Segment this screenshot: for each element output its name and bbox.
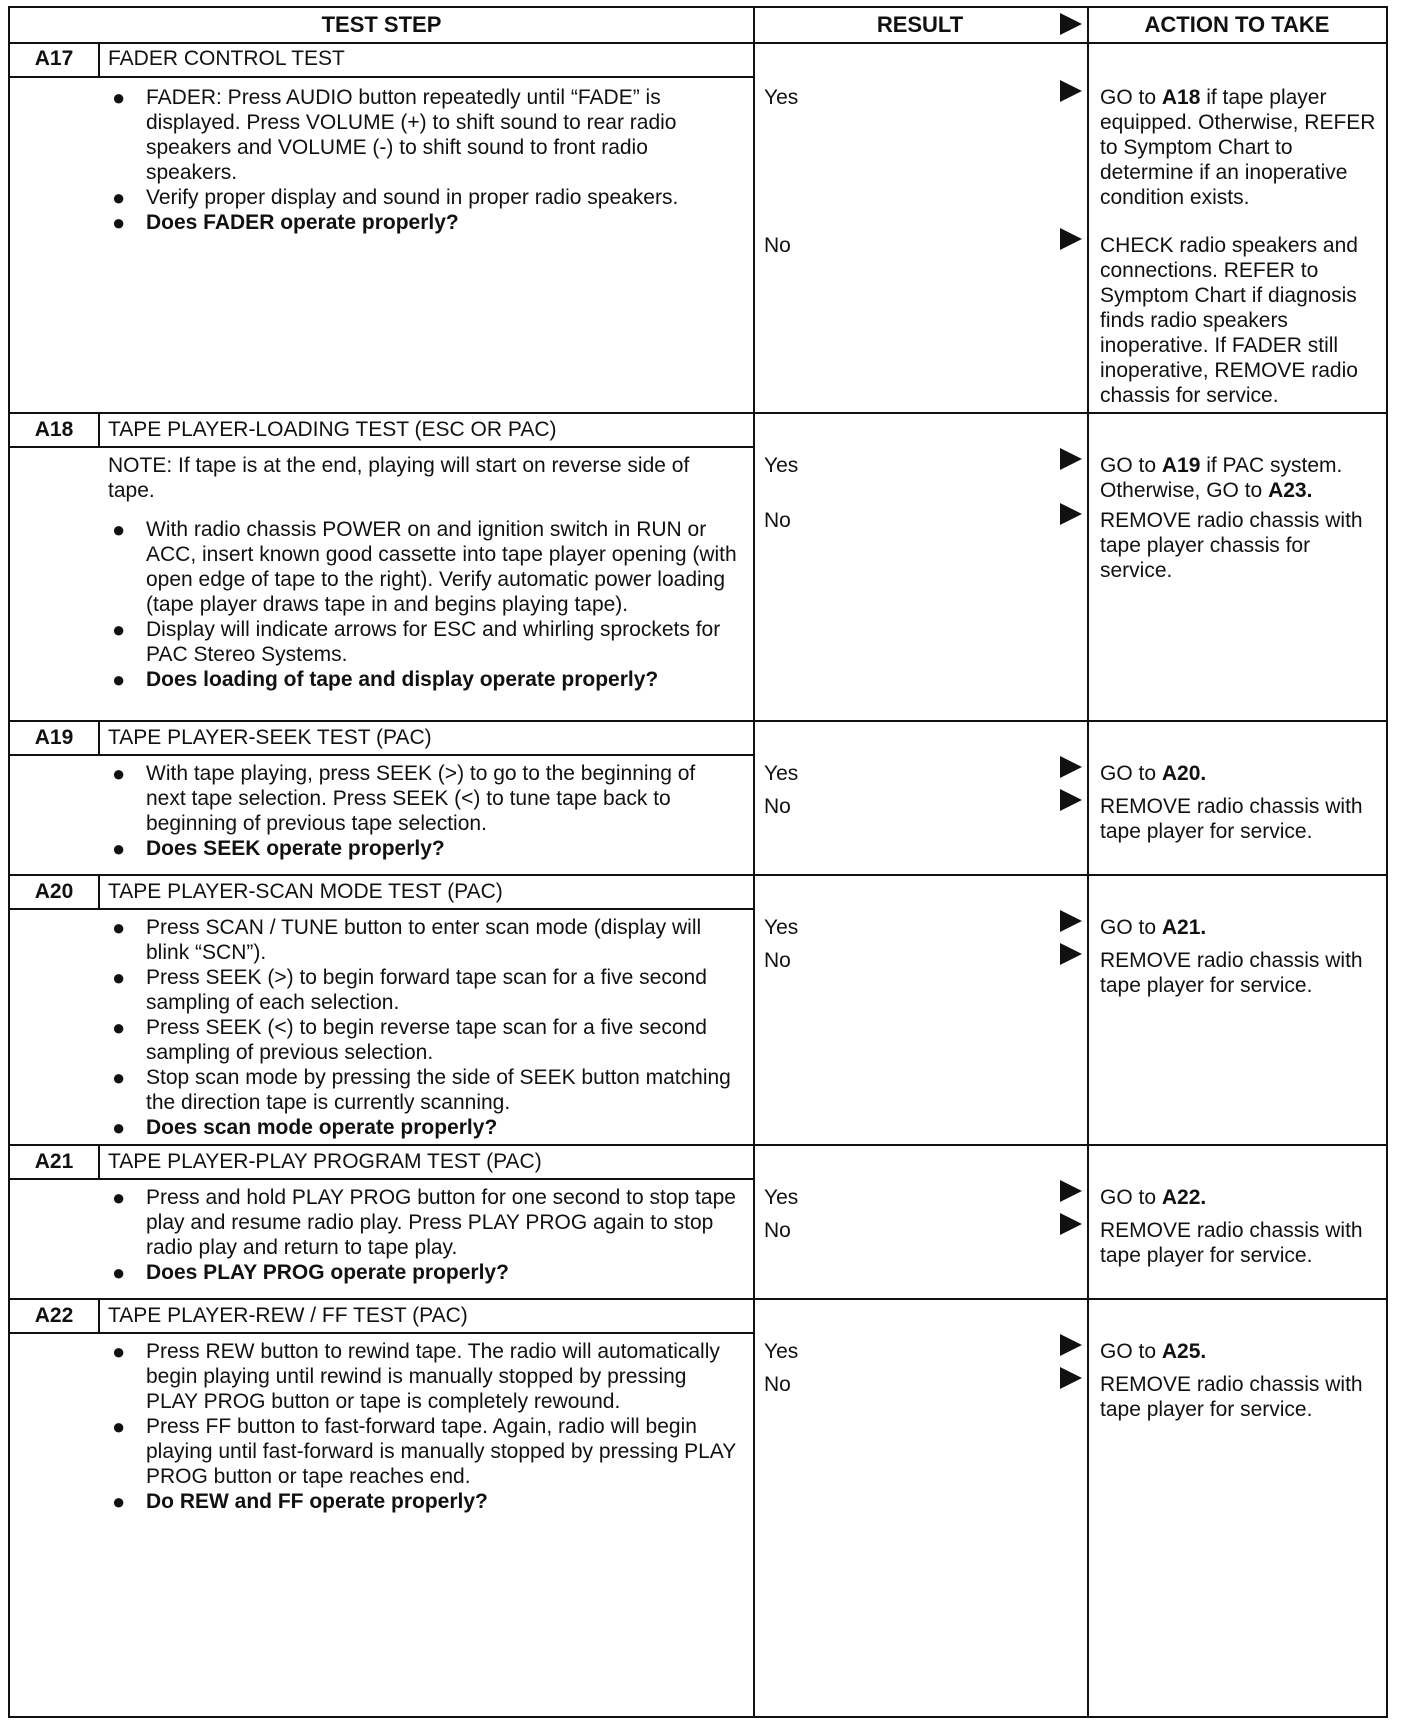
result-no: No: [764, 1219, 791, 1242]
test-step-table: [8, 6, 1388, 1718]
result-no: No: [764, 509, 791, 532]
result-yes: Yes: [764, 454, 799, 477]
step-title: TAPE PLAYER-SEEK TEST (PAC): [108, 726, 432, 749]
step-note: NOTE: If tape is at the end, playing will start on reverse side of tape.: [108, 454, 690, 502]
list-item: ● Press and hold PLAY PROG button for one second to stop tape play and resume radio play. Press PLAY PROG again to stop radio play and return to tape play.: [112, 1185, 736, 1259]
list-item: ● Press REW button to rewind tape. The radio will automatically begin playing until rewind is manually stopped by pressing PLAY PROG button or tape is completely rewound.: [112, 1339, 720, 1413]
header-action: ACTION TO TAKE: [1144, 12, 1330, 37]
bullet-icon: ●: [112, 1339, 126, 1364]
step-id: A17: [34, 47, 74, 70]
bullet-icon: ●: [112, 1414, 126, 1439]
bullet-icon: ●: [112, 836, 126, 861]
header-result: RESULT: [876, 12, 964, 37]
result-yes: Yes: [764, 86, 799, 109]
result-no: No: [764, 949, 791, 972]
bullet-icon: ●: [112, 1260, 126, 1285]
list-item: ● Verify proper display and sound in proper radio speakers.: [112, 185, 679, 210]
step-question: ● Does PLAY PROG operate properly?: [112, 1260, 509, 1285]
list-item: ● Press SEEK (>) to begin forward tape scan for a five second sampling of each selection.: [112, 965, 707, 1014]
step-id: A22: [34, 1304, 74, 1327]
action-no: REMOVE radio chassis with tape player chassis for service.: [1100, 509, 1363, 582]
bullet-icon: ●: [112, 617, 126, 642]
step-id: A21: [34, 1150, 74, 1173]
step-id: A18: [34, 418, 74, 441]
step-title: TAPE PLAYER-PLAY PROGRAM TEST (PAC): [108, 1150, 542, 1173]
arrow-right-icon: [1060, 1367, 1082, 1389]
action-yes: GO to A18 if tape player equipped. Otherwise, REFER to Symptom Chart to determine if an inoperative condition exists.: [1100, 86, 1376, 209]
bullet-icon: ●: [112, 1489, 126, 1514]
arrow-right-icon: [1060, 910, 1082, 932]
header-rule: [10, 42, 1386, 44]
arrow-right-icon: [1060, 80, 1082, 102]
bullet-icon: ●: [112, 210, 126, 235]
action-no: REMOVE radio chassis with tape player for service.: [1100, 949, 1363, 997]
arrow-right-icon: [1060, 228, 1082, 250]
arrow-right-icon: [1060, 943, 1082, 965]
result-yes: Yes: [764, 916, 799, 939]
result-yes: Yes: [764, 1186, 799, 1209]
step-body: [108, 85, 740, 235]
action-no: REMOVE radio chassis with tape player for service.: [1100, 1219, 1363, 1267]
result-yes: Yes: [764, 1340, 799, 1363]
list-item: ● With tape playing, press SEEK (>) to go to the beginning of next tape selection. Press SEEK (<) to tune tape back to beginning of previous tape selection.: [112, 761, 696, 835]
list-item: ● With radio chassis POWER on and ignition switch in RUN or ACC, insert known good cassette into tape player opening (with open edge of tape to the right). Verify automatic power loading (tape player draws tape in and begins playing tape).: [112, 517, 737, 616]
list-item: ● Press FF button to fast-forward tape. Again, radio will begin playing until fast-forward is manually stopped by pressing PLAY PROG button or tape reaches end.: [112, 1414, 736, 1488]
header-arrow-icon: [1060, 13, 1082, 35]
action-yes: GO to A20.: [1100, 762, 1207, 785]
step-body: [108, 915, 740, 1140]
arrow-right-icon: [1060, 1334, 1082, 1356]
list-item: ● Press SEEK (<) to begin reverse tape scan for a five second sampling of previous selection.: [112, 1015, 707, 1064]
bullet-icon: ●: [112, 965, 126, 990]
header-test-step: TEST STEP: [321, 12, 442, 37]
step-question: ● Does loading of tape and display operate properly?: [112, 667, 659, 692]
bullet-icon: ●: [112, 1065, 126, 1090]
arrow-right-icon: [1060, 1180, 1082, 1202]
step-id: A19: [34, 726, 74, 749]
action-no: CHECK radio speakers and connections. REFER to Symptom Chart if diagnosis finds radio speakers inoperative. If FADER still inoperative, REMOVE radio chassis for service.: [1100, 234, 1358, 407]
column-divider-result: [753, 8, 755, 1716]
step-body: [108, 453, 740, 692]
list-item: ● Press SCAN / TUNE button to enter scan mode (display will blink “SCN”).: [112, 915, 702, 964]
bullet-icon: ●: [112, 85, 126, 110]
result-no: No: [764, 1373, 791, 1396]
bullet-icon: ●: [112, 915, 126, 940]
bullet-icon: ●: [112, 517, 126, 542]
step-body: [108, 1185, 740, 1285]
arrow-right-icon: [1060, 1213, 1082, 1235]
bullet-icon: ●: [112, 761, 126, 786]
action-yes: GO to A19 if PAC system. Otherwise, GO to A23.: [1100, 454, 1343, 502]
bullet-icon: ●: [112, 1185, 126, 1210]
list-item: ● Stop scan mode by pressing the side of SEEK button matching the direction tape is currently scanning.: [112, 1065, 731, 1114]
step-question: ● Does FADER operate properly?: [112, 210, 459, 235]
result-no: No: [764, 234, 791, 257]
action-yes: GO to A25.: [1100, 1340, 1207, 1363]
step-title: TAPE PLAYER-SCAN MODE TEST (PAC): [108, 880, 503, 903]
list-item: ● FADER: Press AUDIO button repeatedly until “FADE” is displayed. Press VOLUME (+) to shift sound to rear radio speakers and VOLUME (-) to shift sound to front radio speakers.: [112, 85, 677, 184]
result-yes: Yes: [764, 762, 799, 785]
step-question: ● Do REW and FF operate properly?: [112, 1489, 488, 1514]
action-no: REMOVE radio chassis with tape player for service.: [1100, 1373, 1363, 1421]
step-question: ● Does SEEK operate properly?: [112, 836, 445, 861]
bullet-icon: ●: [112, 1015, 126, 1040]
arrow-right-icon: [1060, 448, 1082, 470]
bullet-icon: ●: [112, 185, 126, 210]
action-yes: GO to A22.: [1100, 1186, 1207, 1209]
action-no: REMOVE radio chassis with tape player for service.: [1100, 795, 1363, 843]
column-divider-action: [1087, 8, 1089, 1716]
step-id: A20: [34, 880, 74, 903]
step-body: [108, 1339, 740, 1514]
list-item: ● Display will indicate arrows for ESC and whirling sprockets for PAC Stereo Systems.: [112, 617, 721, 666]
bullet-icon: ●: [112, 667, 126, 692]
step-title: FADER CONTROL TEST: [108, 47, 345, 70]
arrow-right-icon: [1060, 789, 1082, 811]
action-yes: GO to A21.: [1100, 916, 1207, 939]
step-body: [108, 761, 740, 861]
step-title: TAPE PLAYER-LOADING TEST (ESC OR PAC): [108, 418, 557, 441]
bullet-icon: ●: [112, 1115, 126, 1140]
step-title: TAPE PLAYER-REW / FF TEST (PAC): [108, 1304, 468, 1327]
result-no: No: [764, 795, 791, 818]
arrow-right-icon: [1060, 503, 1082, 525]
step-question: ● Does scan mode operate properly?: [112, 1115, 498, 1140]
arrow-right-icon: [1060, 756, 1082, 778]
